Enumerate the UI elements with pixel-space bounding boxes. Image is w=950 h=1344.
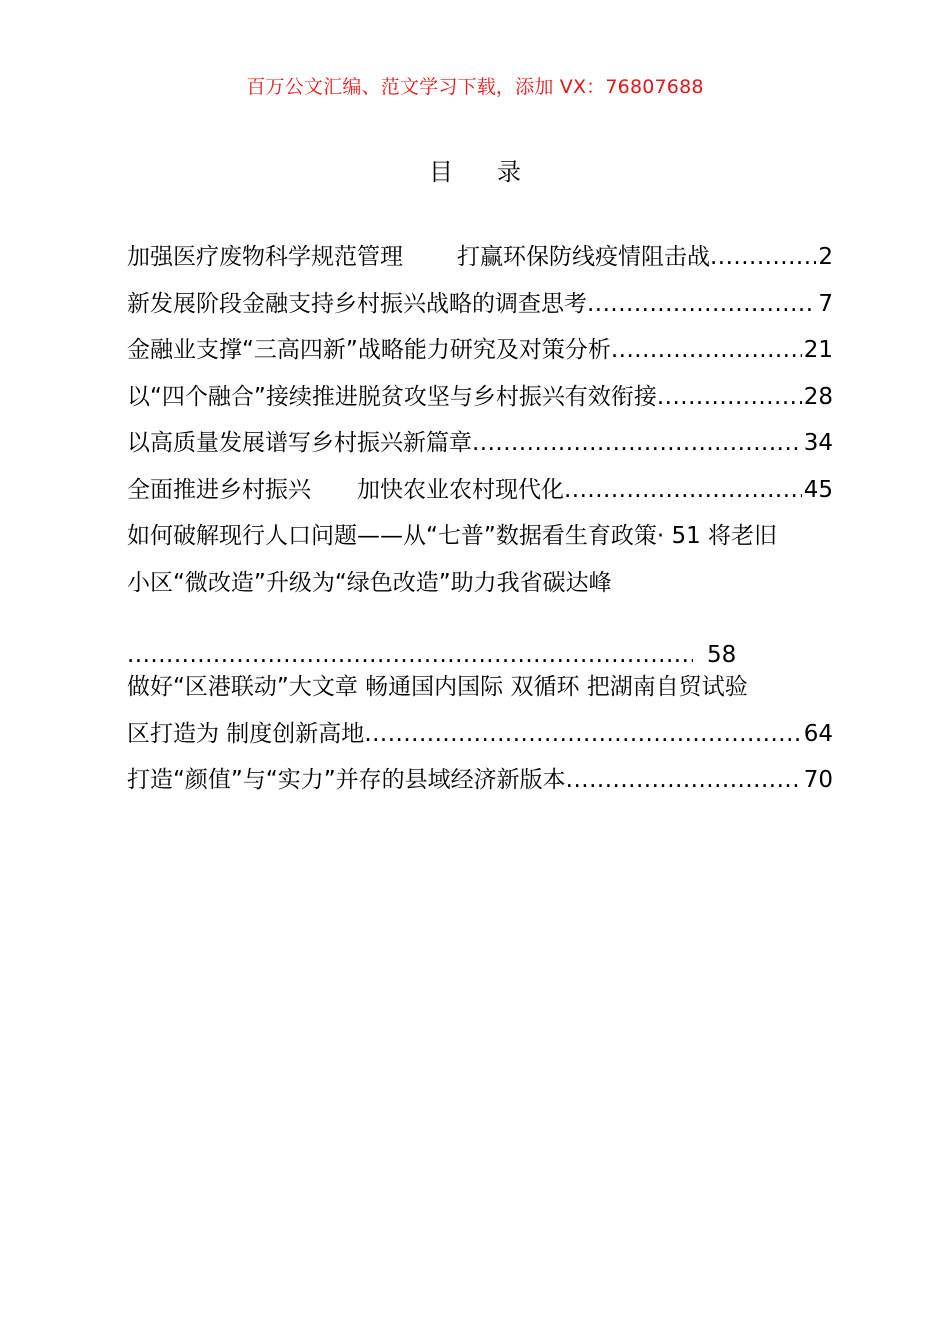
toc-entry-title: 打造“颜值”与“实力”并存的县域经济新版本: [127, 767, 566, 793]
toc-entry[interactable]: [127, 761, 833, 808]
toc-wrapped-line: 如何破解现行人口问题——从“七普”数据看生育政策· 51 将老旧: [127, 523, 778, 549]
toc-entry-title: [127, 471, 564, 504]
toc-entry-page: 28: [803, 383, 833, 410]
toc-entry[interactable]: [127, 471, 833, 518]
toc-entry-page: 2: [818, 244, 833, 270]
toc-entry-page: 21: [803, 337, 833, 363]
toc-entry[interactable]: [127, 424, 833, 471]
toc-entry-title: 新发展阶段金融支持乡村振兴战略的调查思考: [127, 290, 587, 317]
toc-entry-title: 金融业支撑“三高四新”战略能力研究及对策分析: [127, 337, 611, 363]
toc-entry-title-part1: 全面推进乡村振兴: [127, 476, 311, 503]
toc-leader-dots: [587, 291, 816, 317]
toc-entry-page: 45: [803, 476, 833, 503]
toc-title: [0, 152, 950, 187]
toc-wrapped-line: 做好“区港联动”大文章 畅通国内国际 双循环 把湖南自贸试验: [127, 674, 748, 700]
toc-entry-page: 7: [818, 290, 833, 317]
toc-leader-dots: [364, 721, 801, 747]
toc-entry[interactable]: [127, 378, 833, 425]
toc-wrapped-line: 小区“微改造”升级为“绿色改造”助力我省碳达峰: [127, 569, 612, 596]
toc-entry-page: 34: [803, 430, 833, 456]
toc-title-left: 目: [429, 158, 453, 186]
toc-entry[interactable]: [127, 331, 833, 378]
toc-leader-line: [127, 610, 833, 668]
toc-entry-wrapped[interactable]: [127, 517, 833, 668]
toc-entry[interactable]: [127, 238, 833, 285]
toc-entry-title: 以“四个融合”接续推进脱贫攻坚与乡村振兴有效衔接: [127, 383, 657, 410]
table-of-contents: [127, 238, 833, 808]
toc-entry-page: 64: [803, 720, 833, 747]
toc-leader-dots: [710, 244, 816, 270]
toc-entry-title: 以高质量发展谱写乡村振兴新篇章: [127, 430, 472, 456]
toc-leader-dots: [564, 477, 802, 503]
toc-entry-page: 58: [707, 642, 737, 668]
header-banner: 百万公文汇编、范文学习下载，添加 VX：76807688: [246, 76, 704, 98]
toc-entry-title: 区打造为 制度创新高地: [127, 720, 365, 747]
toc-entry-title-part1: 加强医疗废物科学规范管理: [127, 244, 403, 270]
toc-leader-dots: [566, 767, 802, 793]
toc-entry-title-part2: 加快农业农村现代化: [357, 476, 564, 503]
toc-title-right: 录: [497, 158, 521, 186]
toc-entry-page: 70: [803, 767, 833, 793]
toc-entry-title: [127, 238, 710, 271]
toc-entry-wrapped[interactable]: [127, 668, 833, 761]
toc-leader-dots: [472, 430, 802, 456]
toc-leader-dots: [127, 642, 693, 668]
toc-entry-title-part2: 打赢环保防线疫情阻击战: [457, 244, 710, 270]
toc-leader-dots: [657, 384, 802, 410]
toc-leader-dots: [611, 337, 802, 363]
toc-entry[interactable]: [127, 285, 833, 332]
toc-wrapped-last-line: [127, 715, 833, 762]
